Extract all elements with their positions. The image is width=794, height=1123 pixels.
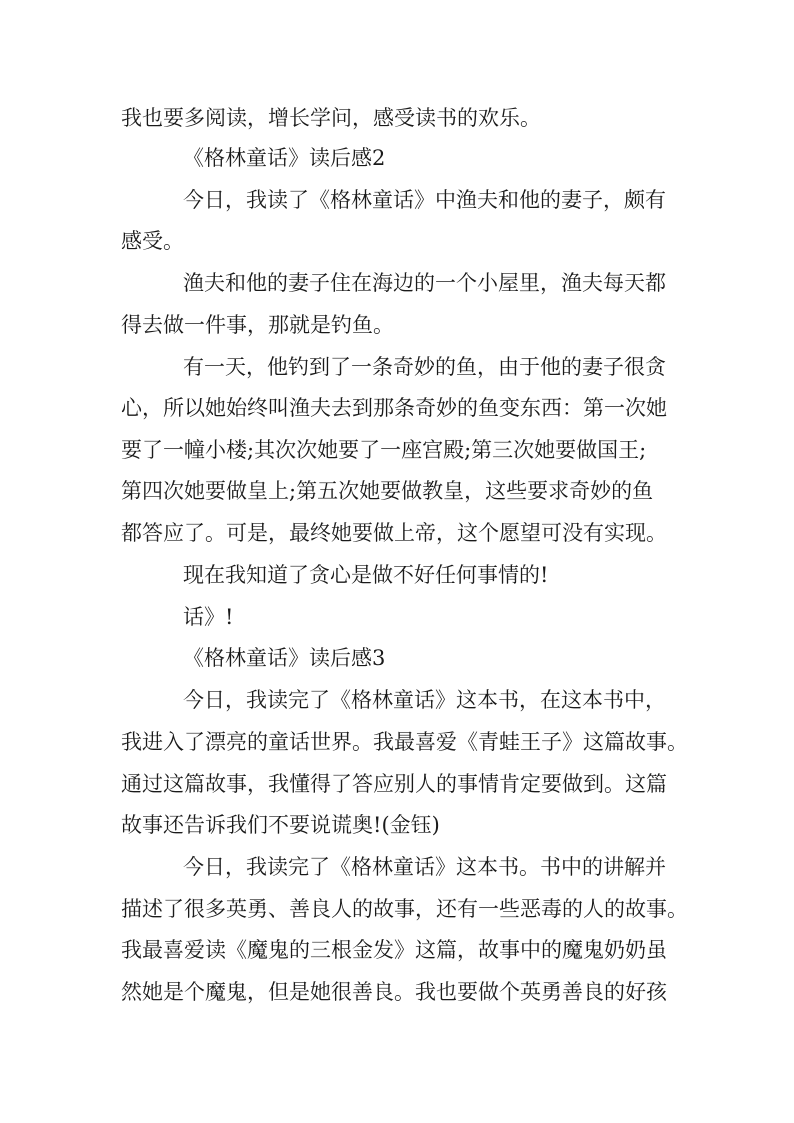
text-line: 感受。 [121,229,184,253]
text-line: 要了一幢小楼;其次次她要了一座宫殿;第三次她要做国王; [121,438,647,462]
text-line: 我最喜爱读《魔鬼的三根金发》这篇，故事中的魔鬼奶奶虽 [121,938,667,962]
text-line: 今日，我读完了《格林童话》这本书，在这本书中， [183,688,666,712]
text-line: 得去做一件事，那就是钓鱼。 [121,313,394,337]
text-line: 话》! [183,605,234,629]
text-line: 渔夫和他的妻子住在海边的一个小屋里，渔夫每天都 [183,271,666,295]
section-heading: 《格林童话》读后感2 [183,146,386,170]
text-line: 故事还告诉我们不要说谎奥!(金钰) [121,813,440,837]
text-line: 有一天，他钓到了一条奇妙的鱼，由于他的妻子很贪 [183,355,666,379]
text-line: 通过这篇故事，我懂得了答应别人的事情肯定要做到。这篇 [121,772,667,796]
text-line: 心，所以她始终叫渔夫去到那条奇妙的鱼变东西：第一次她 [121,396,667,420]
text-line: 都答应了。可是，最终她要做上帝，这个愿望可没有实现。 [121,521,667,545]
text-line: 描述了很多英勇、善良人的故事，还有一些恶毒的人的故事。 [121,897,688,921]
text-line: 然她是个魔鬼，但是她很善良。我也要做个英勇善良的好孩 [121,980,667,1004]
text-line: 我也要多阅读，增长学问，感受读书的欢乐。 [121,106,541,130]
text-line: 我进入了漂亮的童话世界。我最喜爱《青蛙王子》这篇故事。 [121,730,688,754]
text-line: 现在我知道了贪心是做不好任何事情的! [183,563,549,587]
text-line: 今日，我读了《格林童话》中渔夫和他的妻子，颇有 [183,188,666,212]
section-heading: 《格林童话》读后感3 [183,646,386,670]
text-line: 第四次她要做皇上;第五次她要做教皇，这些要求奇妙的鱼 [121,479,654,503]
text-line: 今日，我读完了《格林童话》这本书。书中的讲解并 [183,855,666,879]
